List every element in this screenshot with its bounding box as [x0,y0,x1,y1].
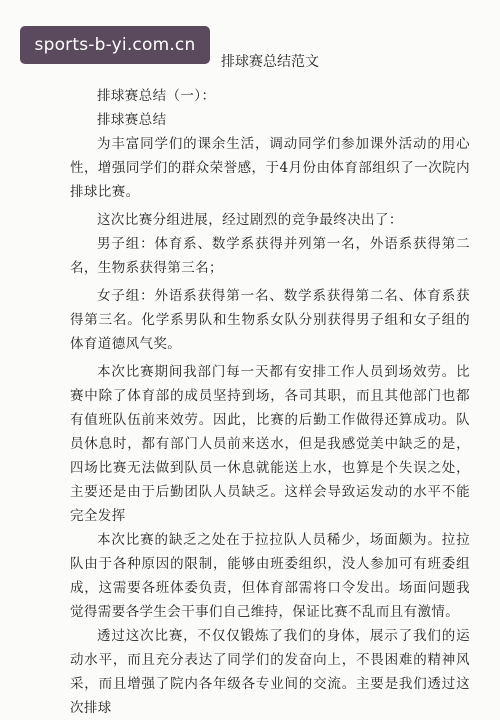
paragraph-men-results: 男子组：体育系、数学系获得并列第一名，外语系获得第二 名，生物系获得第三名； [70,236,470,276]
paragraph-intro: 为丰富同学们的课余生活，调动同学们参加课外活动的用心 性，增强同学们的群众荣誉感，于4月份由体育部组织了一次院内 排球比赛。 [70,136,470,200]
paragraph-heading-1: 排球赛总结（一）： [97,88,216,104]
paragraph-conclusion: 透过这次比赛，不仅仅锻炼了我们的身体，展示了我们的运动水平，而且充分表达了同学们的发奋向上，不畏困难的精神风采，而且增强了院内各年级各专业间的交流。主要是我们透过这次排球 [70,628,470,716]
paragraph-result-intro: 这次比赛分组进展，经过剧烈的竞争最终决出了： [97,212,403,228]
watermark-label: sports-b-yi.com.cn [20,26,210,64]
paragraph-logistics: 本次比赛期间我部门每一天都有安排工作人员到场效劳。比赛中除了体育部的成员坚持到场，各司其职，而且其他部门也都有值班队伍前来效劳。因此，比赛的后勤工作做得还算成功。队员休息时，都有部门人员前来送水，但是我感觉美中缺乏的是，四场比赛无法做到队员一休息就能送上水，也算是个失误之处，主要还是由于后勤团队人员缺乏。这样会导致运发动的水平不能完全发挥 [70,364,470,524]
paragraph-women-results: 女子组：外语系获得第一名、数学系获得第二名、体育系获得第三名。化学系男队和生物系女队分别获得男子组和女子组的体育道德风气奖。 [70,288,470,352]
paragraph-heading-2: 排球赛总结 [97,112,167,128]
paragraph-shortcomings: 本次比赛的缺乏之处在于拉拉队人员稀少，场面颇为。拉拉队由于各种原因的限制，能够由班委组织，没人参加可有班委组成，这需要各班体委负责，但体育部需将口令发出。场面问题我觉得需要各学生会干事们自己维持，保证比赛不乱而且有激情。 [70,532,470,620]
document-body [70,50,470,720]
document-title: 排球赛总结范文 [221,54,319,70]
